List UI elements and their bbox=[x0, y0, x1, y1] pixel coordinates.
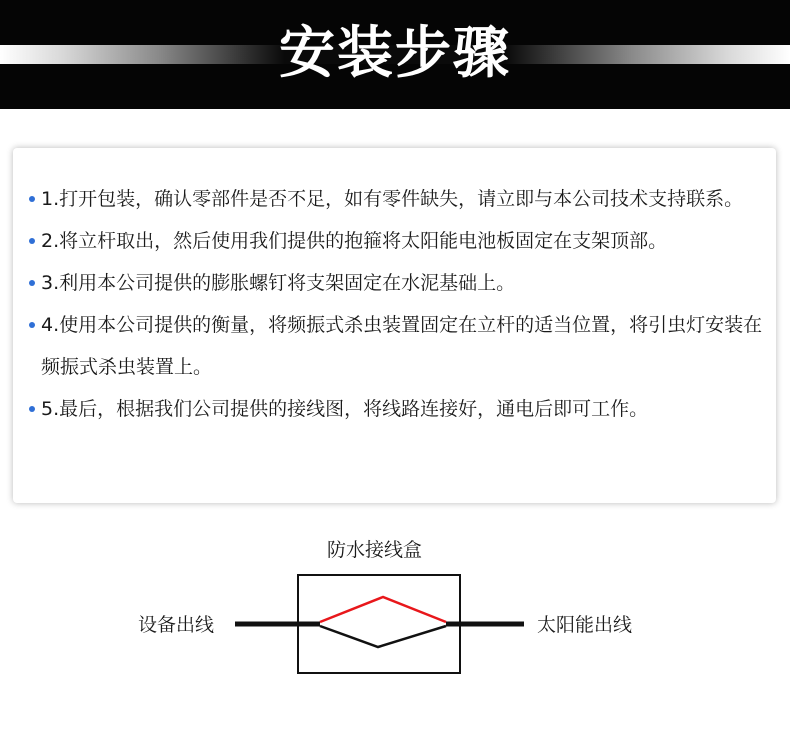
list-item bbox=[29, 304, 769, 388]
step-text: 5.最后，根据我们公司提供的接线图，将线路连接好，通电后即可工作。 bbox=[41, 398, 649, 420]
step-text: 1.打开包装，确认零部件是否不足，如有零件缺失，请立即与本公司技术支持联系。 bbox=[41, 188, 744, 210]
steps-card bbox=[13, 148, 776, 503]
header-banner bbox=[0, 0, 790, 109]
list-item bbox=[29, 262, 769, 304]
bullet-dot bbox=[29, 406, 35, 412]
step-text: 4.使用本公司提供的衡量，将频振式杀虫装置固定在立杆的适当位置，将引虫灯安装在频振式杀虫装置上。 bbox=[41, 314, 763, 378]
list-item bbox=[29, 388, 769, 430]
page-title: 安装步骤 bbox=[279, 21, 511, 86]
steps-list bbox=[29, 178, 769, 430]
black-wire bbox=[320, 626, 446, 647]
list-item bbox=[29, 178, 769, 220]
wiring-diagram bbox=[0, 520, 790, 733]
box-label: 防水接线盒 bbox=[327, 539, 423, 561]
red-wire bbox=[320, 597, 446, 622]
bullet-dot bbox=[29, 238, 35, 244]
step-text: 3.利用本公司提供的膨胀螺钉将支架固定在水泥基础上。 bbox=[41, 272, 516, 294]
list-item bbox=[29, 220, 769, 262]
right-wire-label: 太阳能出线 bbox=[537, 614, 633, 636]
junction-box bbox=[298, 575, 460, 673]
bullet-dot bbox=[29, 196, 35, 202]
bullet-dot bbox=[29, 322, 35, 328]
left-wire-label: 设备出线 bbox=[138, 614, 215, 636]
bullet-dot bbox=[29, 280, 35, 286]
step-text: 2.将立杆取出，然后使用我们提供的抱箍将太阳能电池板固定在支架顶部。 bbox=[41, 230, 668, 252]
